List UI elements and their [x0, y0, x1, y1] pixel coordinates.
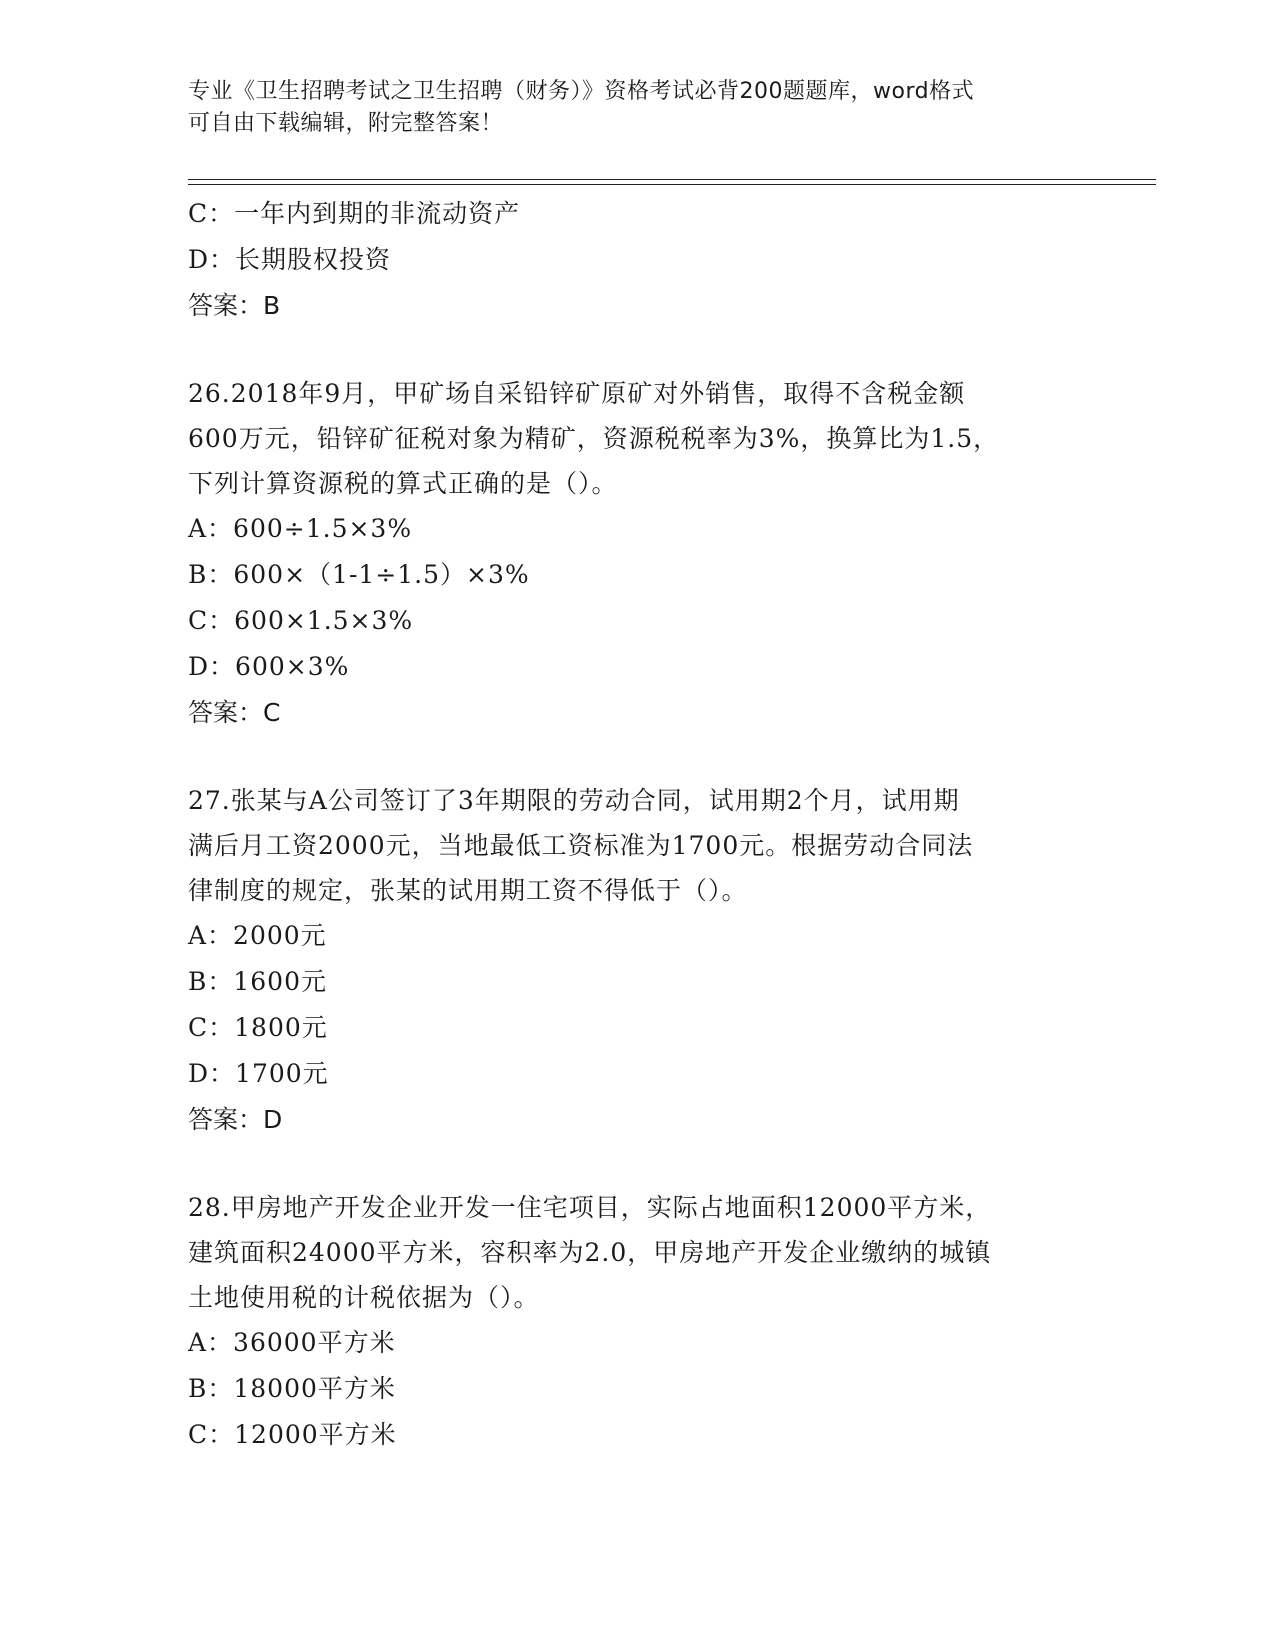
option-b: B：600×（1-1÷1.5）×3%	[188, 560, 530, 589]
question-27	[188, 778, 1088, 1143]
question-stem-line: 下列计算资源税的算式正确的是（）。	[188, 469, 618, 498]
option-c: C：600×1.5×3%	[188, 606, 414, 635]
question-stem-line: 律制度的规定，张某的试用期工资不得低于（）。	[188, 876, 748, 905]
question-stem-line: 建筑面积24000平方米，容积率为2.0，甲房地产开发企业缴纳的城镇	[188, 1238, 992, 1267]
option-d: D：600×3%	[188, 652, 350, 681]
question-stem-line: 27.张某与A公司签订了3年期限的劳动合同，试用期2个月，试用期	[188, 786, 960, 815]
option-d: D：1700元	[188, 1059, 329, 1088]
option-a: A：2000元	[188, 921, 327, 950]
document-header	[188, 76, 1088, 140]
question-stem-line: 600万元，铅锌矿征税对象为精矿，资源税税率为3%，换算比为1.5，	[188, 424, 1000, 453]
question-stem-line: 26.2018年9月，甲矿场自采铅锌矿原矿对外销售，取得不含税金额	[188, 379, 966, 408]
option-b: B：18000平方米	[188, 1374, 396, 1403]
header-line-1: 专业《卫生招聘考试之卫生招聘（财务）》资格考试必背200题题库，word格式	[188, 79, 975, 104]
answer-line: 答案：B	[188, 291, 281, 320]
question-stem-line: 土地使用税的计税依据为（）。	[188, 1283, 540, 1312]
option-a: A：36000平方米	[188, 1328, 396, 1357]
header-divider-top	[188, 179, 1156, 180]
option-d: D：长期股权投资	[188, 245, 392, 274]
header-divider-bottom	[188, 184, 1156, 185]
option-b: B：1600元	[188, 967, 327, 996]
option-c: C：12000平方米	[188, 1420, 397, 1449]
option-c: C：1800元	[188, 1013, 328, 1042]
question-25-tail	[188, 191, 1088, 329]
answer-line: 答案：C	[188, 698, 281, 727]
question-26	[188, 371, 1088, 736]
option-a: A：600÷1.5×3%	[188, 514, 413, 543]
question-stem-line: 28.甲房地产开发企业开发一住宅项目，实际占地面积12000平方米，	[188, 1193, 992, 1222]
question-28	[188, 1185, 1088, 1458]
answer-line: 答案：D	[188, 1105, 283, 1134]
question-stem-line: 满后月工资2000元，当地最低工资标准为1700元。根据劳动合同法	[188, 831, 974, 860]
option-c: C：一年内到期的非流动资产	[188, 199, 521, 228]
header-line-2: 可自由下载编辑，附完整答案！	[188, 111, 504, 136]
document-body	[188, 191, 1088, 1458]
